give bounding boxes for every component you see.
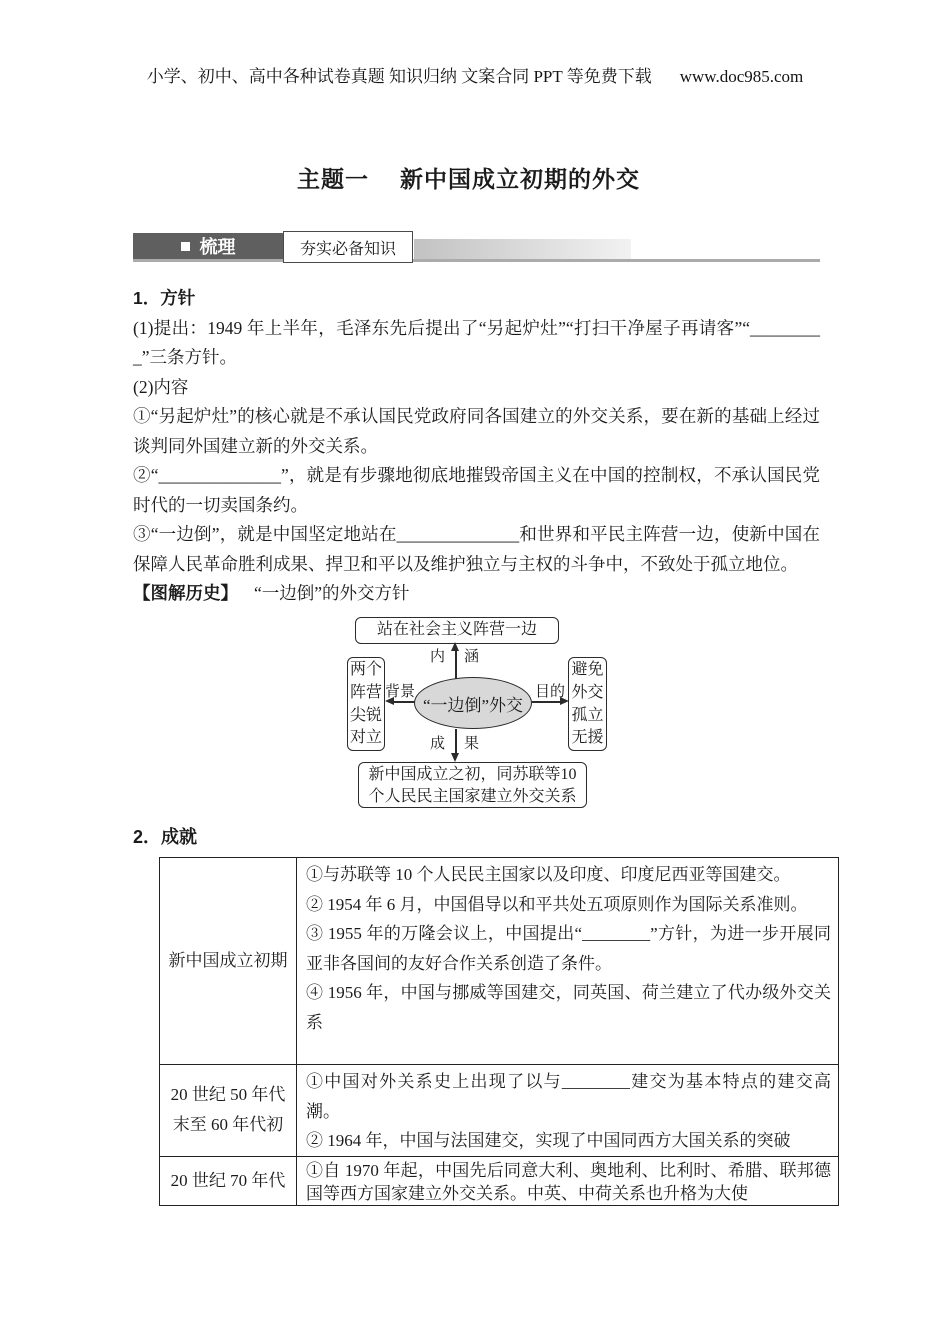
achievements-table [159,857,839,1206]
table-row [160,1065,839,1157]
items-cell [297,858,839,1065]
diagram-right-box-line: 避免 [571,661,604,678]
table-row [160,858,839,1065]
header-text: 小学、初中、高中各种试卷真题 知识归纳 文案合同 PPT 等免费下载 [146,67,652,86]
diagram-right-box-line: 外交 [571,683,604,701]
diagram-label-mudi: 目的 [535,684,566,700]
square-bullet-icon [181,242,190,251]
diagram-label-neihan-2: 涵 [464,649,480,665]
header-site-link[interactable]: www.doc985.com [679,67,804,86]
body-text-block [133,284,820,609]
item-text: ③ 1955 年的万隆会议上，中国提出“________”方针，为进一步开展同亚非各国间的友好合作关系创造了条件。 [306,924,831,973]
item-text: ①自 1970 年起，中国先后同意大利、奥地利、比利时、希腊、联邦德国等西方国家建立外交关系。中英、中荷关系也升格为大使 [306,1160,831,1203]
note-title: “一边倒”的外交方针 [254,583,410,603]
period-cell [160,1156,297,1205]
diagram-label-neihan-1: 内 [430,649,446,665]
arrow-down-icon [451,753,459,762]
tab-shuli [133,233,283,259]
period-text: 20 世纪 70 年代 [170,1170,286,1190]
diagram-left-box-line: 两个 [349,661,382,678]
section-bar-subtitle [283,231,413,263]
diagram-connector-right [532,701,560,703]
tab-shuli-label: 梳理 [199,237,236,257]
item-text: ② 1954 年 6 月，中国倡导以和平共处五项原则作为国际关系准则。 [306,894,808,914]
period-cell [160,858,297,1065]
diagram-bottom-box-line: 个人民民主国家建立外交关系 [368,787,577,805]
diagram-left-box-line: 阵营 [349,683,382,701]
items-cell [297,1065,839,1157]
heading-chengjiu: 2．成就 [133,827,198,847]
period-cell [160,1065,297,1157]
para-proposal: (1)提出：1949 年上半年，毛泽东先后提出了“另起炉灶”“打扫干净屋子再请客”“_________”三条方针。 [133,317,820,367]
item-text: ④ 1956 年，中国与挪威等国建交，同英国、荷兰建立了代办级外交关系 [306,983,831,1032]
heading-fangzhen: 1．方针 [133,288,196,308]
item-text: ①中国对外关系史上出现了以与________建交为基本特点的建交高潮。 [306,1072,831,1121]
para-item-2: ②“______________”，就是有步骤地彻底地摧毁帝国主义在中国的控制权，不承认国民党时代的一切卖国条约。 [133,465,820,515]
section-bar-rule [133,259,820,262]
para-item-3: ③“一边倒”，就是中国坚定地站在______________和世界和平民主阵营一边，使新中国在保障人民革命胜利成果、捍卫和平以及维护独立与主权的斗争中，不致处于孤立地位。 [133,524,820,574]
item-text: ② 1964 年，中国与法国建交，实现了中国同西方大国关系的突破 [306,1131,791,1150]
page-title [297,161,640,194]
diagram-left-box-line: 对立 [349,729,382,747]
diagram-connector-down [455,729,457,755]
diagram-right-box [568,657,607,751]
diagram-right-box-line: 无援 [571,729,604,747]
para-content-label: (2)内容 [133,376,189,397]
section-bar-strip [414,239,631,259]
items-cell [297,1156,839,1205]
note-label: 【图解历史】 [133,583,238,603]
period-text: 20 世纪 50 年代 [170,1085,286,1105]
title-theme-number: 主题一 [297,167,369,192]
diagram-connector-up [455,650,457,679]
clipped-item-wrap [306,1159,831,1205]
para-item-1: ①“另起炉灶”的核心就是不承认国民党政府同各国建立的外交关系，要在新的基础上经过谈判同外国建立新的外交关系。 [133,406,820,456]
section-bar [133,231,820,263]
diagram-connector-left [393,701,415,703]
diagram-bottom-box [358,762,587,808]
diagram-label-beijing: 背景 [385,684,416,700]
diagram-center-ellipse [414,677,532,729]
item-text: ①与苏联等 10 个人民民主国家以及印度、印度尼西亚等国建交。 [306,865,791,884]
diagram-center-text: “一边倒”外交 [422,695,524,715]
diagram-left-box-line: 尖锐 [349,706,382,724]
diagram-label-chengguo-2: 果 [464,736,480,752]
diagram-bottom-box-line: 新中国成立之初，同苏联等10 [368,766,577,783]
diagram-right-box-line: 孤立 [571,706,604,724]
title-theme-text: 新中国成立初期的外交 [400,167,640,192]
table-row [160,1156,839,1205]
diagram-label-chengguo-1: 成 [430,736,446,752]
diagram-top-box [355,617,559,644]
period-text: 末至 60 年代初 [172,1115,284,1135]
section-bar-subtitle-label: 夯实必备知识 [299,240,396,258]
diagram-left-box [347,657,385,751]
period-text: 新中国成立初期 [168,951,288,970]
page-header [0,62,950,87]
diagram-top-box-text: 站在社会主义阵营一边 [376,621,537,638]
note-line [133,579,820,609]
arrow-up-icon [451,642,459,651]
